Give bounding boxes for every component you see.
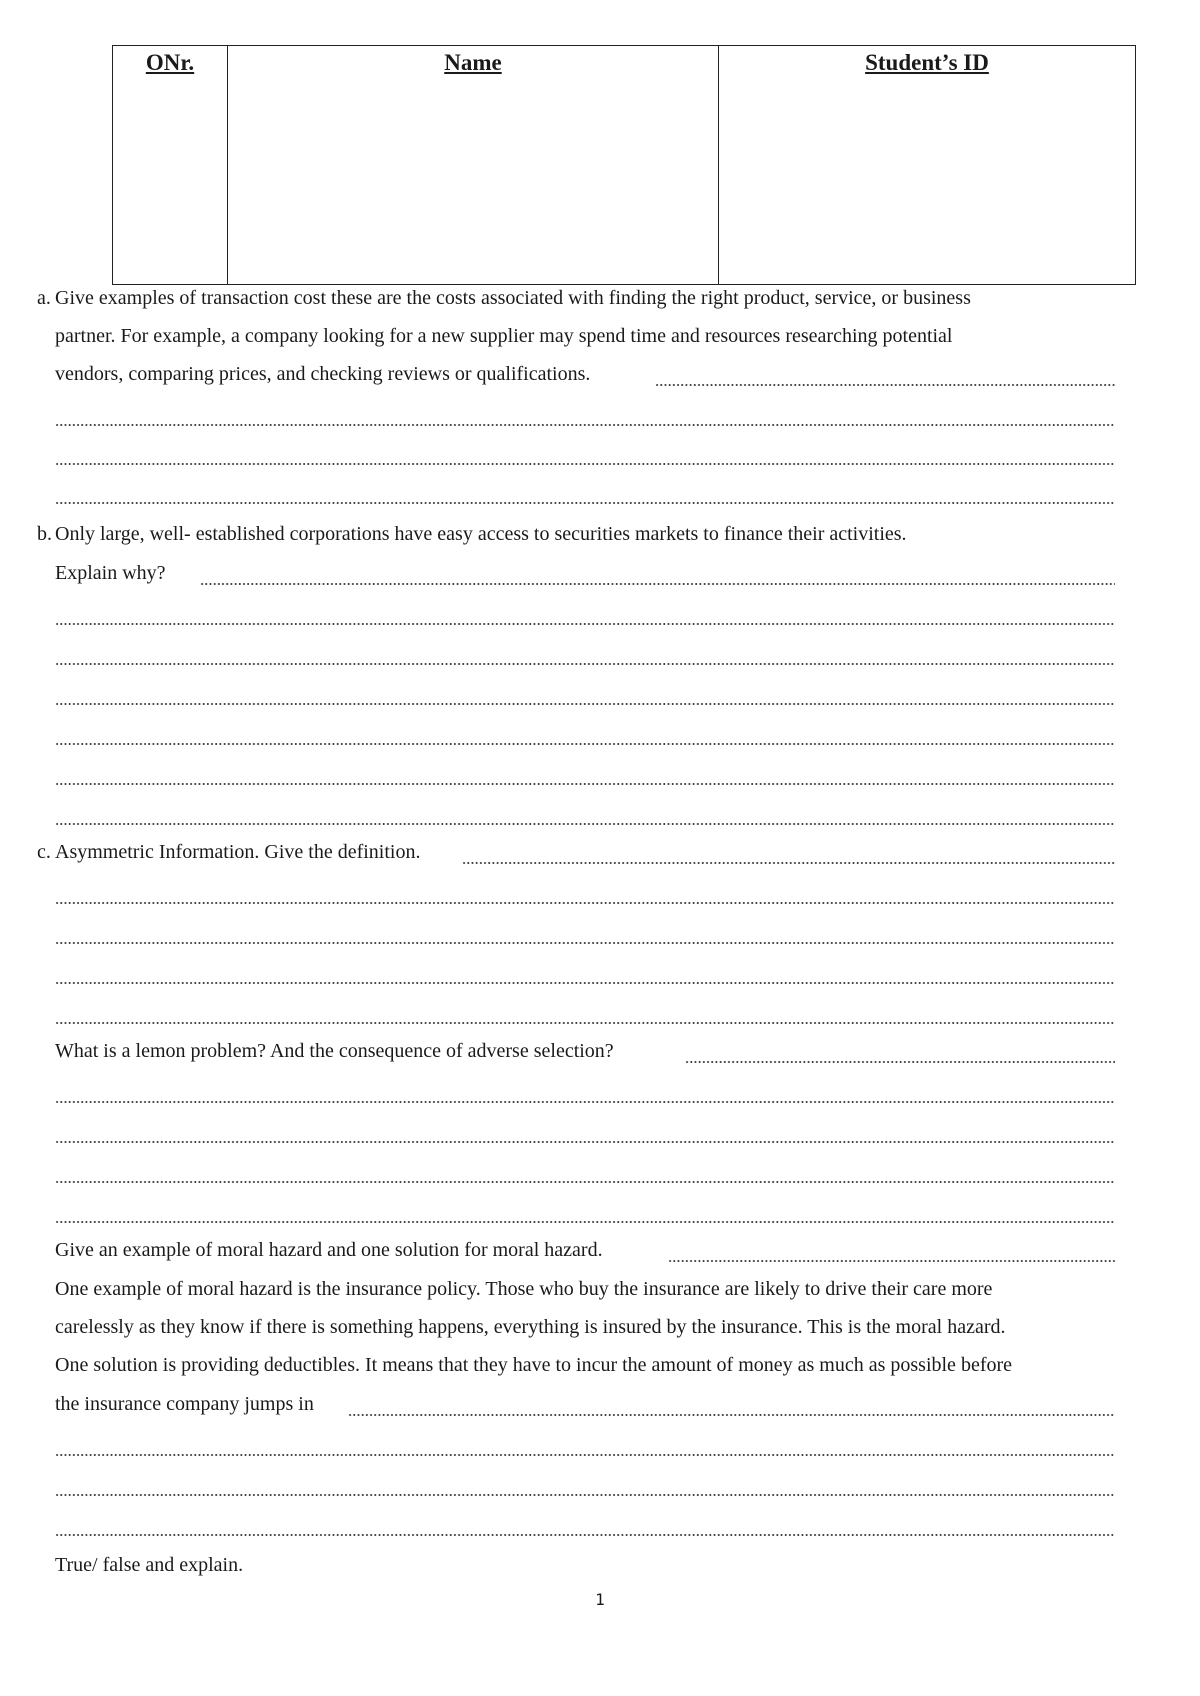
answer-line bbox=[55, 718, 1115, 748]
answer-line bbox=[55, 1196, 1115, 1226]
question-c-line-1: Asymmetric Information. Give the definition. bbox=[55, 841, 421, 863]
answer-line bbox=[685, 1036, 1115, 1066]
question-a-line-3: vendors, comparing prices, and checking reviews or qualifications. bbox=[55, 363, 591, 385]
answer-line bbox=[55, 1156, 1115, 1186]
moral-hazard-answer-4: the insurance company jumps in bbox=[55, 1393, 314, 1415]
answer-line bbox=[55, 399, 1115, 429]
name-header: Name bbox=[228, 46, 719, 285]
answer-line bbox=[348, 1389, 1115, 1419]
question-c-marker: c. bbox=[37, 841, 51, 863]
answer-line bbox=[55, 438, 1115, 468]
answer-line bbox=[55, 598, 1115, 628]
onr-header: ONr. bbox=[113, 46, 228, 285]
answer-line bbox=[200, 558, 1115, 588]
answer-line bbox=[655, 359, 1115, 389]
answer-line bbox=[55, 1509, 1115, 1539]
question-b-line-1: Only large, well- established corporations have easy access to securities markets to finance their activities. bbox=[55, 523, 907, 545]
answer-line bbox=[55, 1076, 1115, 1106]
question-b-marker: b. bbox=[37, 523, 52, 545]
answer-line bbox=[462, 837, 1115, 867]
question-a-marker: a. bbox=[37, 287, 51, 309]
answer-line bbox=[55, 678, 1115, 708]
moral-hazard-question: Give an example of moral hazard and one solution for moral hazard. bbox=[55, 1239, 603, 1261]
answer-line bbox=[55, 917, 1115, 947]
student-id-header: Student’s ID bbox=[719, 46, 1136, 285]
answer-line bbox=[55, 877, 1115, 907]
moral-hazard-answer-1: One example of moral hazard is the insurance policy. Those who buy the insurance are likely to drive their care more bbox=[55, 1278, 993, 1300]
student-info-table bbox=[112, 45, 1136, 285]
answer-line bbox=[55, 957, 1115, 987]
page-number: 1 bbox=[595, 1590, 605, 1609]
moral-hazard-answer-2: carelessly as they know if there is something happens, everything is insured by the insurance. This is the moral hazard. bbox=[55, 1316, 1006, 1338]
answer-line bbox=[668, 1235, 1115, 1265]
answer-line bbox=[55, 1469, 1115, 1499]
lemon-question: What is a lemon problem? And the consequence of adverse selection? bbox=[55, 1040, 614, 1062]
true-false-prompt: True/ false and explain. bbox=[55, 1554, 244, 1576]
answer-line bbox=[55, 997, 1115, 1027]
answer-line bbox=[55, 638, 1115, 668]
question-a-line-2: partner. For example, a company looking for a new supplier may spend time and resources researching potential bbox=[55, 325, 953, 347]
question-a-line-1: Give examples of transaction cost these are the costs associated with finding the right product, service, or business bbox=[55, 287, 971, 309]
answer-line bbox=[55, 1116, 1115, 1146]
answer-line bbox=[55, 1429, 1115, 1459]
answer-line bbox=[55, 798, 1115, 828]
answer-line bbox=[55, 758, 1115, 788]
answer-line bbox=[55, 477, 1115, 507]
question-b-line-2: Explain why? bbox=[55, 562, 166, 584]
moral-hazard-answer-3: One solution is providing deductibles. It means that they have to incur the amount of money as much as possible before bbox=[55, 1354, 1013, 1376]
